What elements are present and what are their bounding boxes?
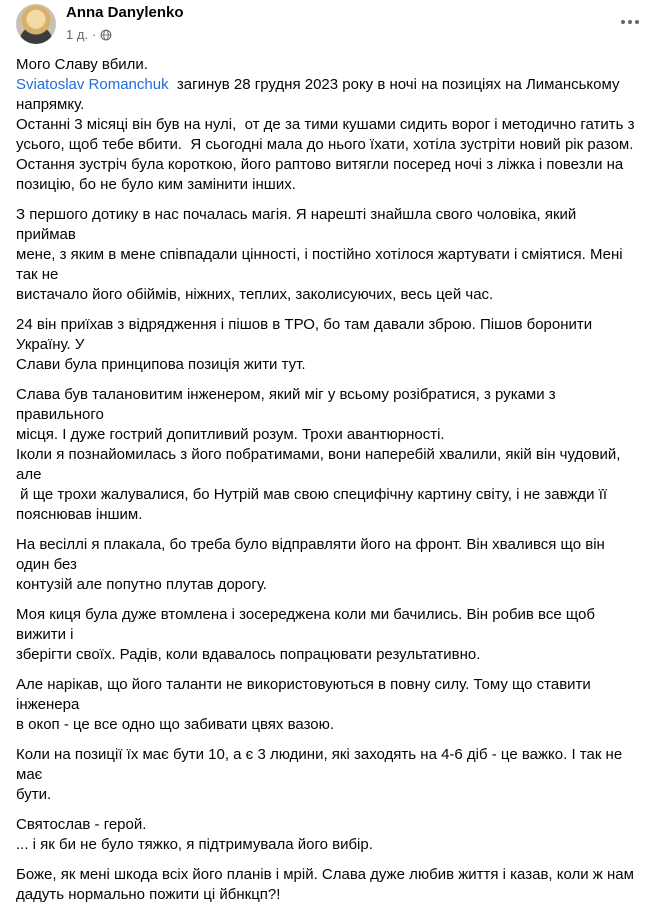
post-text-line: З першого дотику в нас почалась магія. Я нарешті знайшла свого чоловіка, який приймав — [16, 206, 581, 243]
post-text-line: усього, щоб тебе вбити. Я сьогодні мала до нього їхати, хотіла зустріти новий рік разом. — [16, 136, 634, 153]
more-dot-icon — [635, 20, 639, 24]
post-text-line: бути. — [16, 786, 52, 803]
post-text-line: Іколи я познайомилась з його побратимами, вони наперебій хвалили, якій він чудовий, але — [16, 446, 625, 483]
post-text-line: Але нарікав, що його таланти не використовуються в повну силу. Тому що ставити інженера — [16, 676, 595, 713]
post-meta — [66, 27, 112, 42]
post-text-line: в окоп - це все одно що забивати цвях вазою. — [16, 716, 335, 733]
post-text-line: й ще трохи жалувалися, бо Нутрій мав свою специфічну картину світу, і не завжди її — [16, 486, 608, 503]
post-paragraph — [16, 815, 640, 855]
post-paragraph — [16, 745, 640, 805]
post-text-line: пояснював іншим. — [16, 506, 143, 523]
post-paragraph — [16, 385, 640, 525]
post-text-line: Остання зустріч була короткою, його раптово витягли посеред ночі з ліжка і повезли на — [16, 156, 624, 173]
post-text-line: 24 він приїхав з відрядження і пішов в ТРО, бо там давали зброю. Пішов боронити Україну. У — [16, 316, 597, 353]
post-text-line: напрямку. — [16, 96, 85, 113]
meta-separator: · — [92, 27, 97, 42]
post-text-line: мене, з яким в мене співпадали цінності, і постійно хотілося жартувати і сміятися. Мені так не — [16, 246, 627, 283]
post-text-line: вистачало його обіймів, ніжних, теплих, заколисуючих, весь цей час. — [16, 286, 494, 303]
post-text-line: загинув 28 грудня 2023 року в ночі на позиціях на Лиманському — [168, 76, 620, 93]
post-text-line: Мого Славу вбили. — [16, 56, 148, 73]
post-paragraph — [16, 55, 640, 195]
post-text-line: Боже, як мені шкода всіх його планів і мрій. Слава дуже любив життя і казав, коли ж нам — [16, 866, 634, 883]
post-paragraph — [16, 865, 640, 905]
post-header — [0, 0, 656, 48]
author-name-link[interactable]: Anna Danylenko — [66, 4, 184, 21]
author-avatar[interactable] — [16, 4, 56, 44]
post-text-line: позицію, бо не було ким замінити інших. — [16, 176, 296, 193]
post-text-line: На весіллі я плакала, бо треба було відправляти його на фронт. Він хвалився що він один без — [16, 536, 609, 573]
post-text — [0, 55, 656, 915]
post-text-line: Святослав - герой. — [16, 816, 147, 833]
mention-link[interactable]: Sviatoslav Romanchuk — [16, 76, 169, 93]
post-text-line: Слава був талановитим інженером, який міг у всьому розібратися, з руками з правильного — [16, 386, 560, 423]
post-paragraph — [16, 205, 640, 305]
post-paragraph — [16, 605, 640, 665]
post-text-line: зберігти своїх. Радів, коли вдавалось попрацювати результативно. — [16, 646, 481, 663]
post-text-line: Коли на позиції їх має бути 10, а є 3 людини, які заходять на 4-6 діб - це важко. І так не має — [16, 746, 627, 783]
post-text-line: дадуть нормально пожити ці йбнкцп?! — [16, 886, 281, 903]
more-options-button[interactable] — [616, 8, 644, 36]
post-paragraph — [16, 315, 640, 375]
post-text-line: контузій але попутно плутав дорогу. — [16, 576, 267, 593]
globe-icon[interactable] — [100, 29, 112, 41]
post-paragraph — [16, 675, 640, 735]
post-text-line: Слави була принципова позиція жити тут. — [16, 356, 306, 373]
post-text-line: Моя киця була дуже втомлена і зосереджена коли ми бачились. Він робив все щоб вижити і — [16, 606, 600, 643]
more-dot-icon — [628, 20, 632, 24]
post-text-line: місця. І дуже гострий допитливий розум. Трохи авантюрності. — [16, 426, 445, 443]
post-time-link[interactable]: 1 д. — [66, 27, 89, 42]
post-text-line: Останні 3 місяці він був на нулі, от де за тими кушами сидить ворог і методично гатить з — [16, 116, 635, 133]
post-text-line: ... і як би не було тяжко, я підтримувала його вибір. — [16, 836, 373, 853]
post-paragraph — [16, 535, 640, 595]
more-dot-icon — [621, 20, 625, 24]
